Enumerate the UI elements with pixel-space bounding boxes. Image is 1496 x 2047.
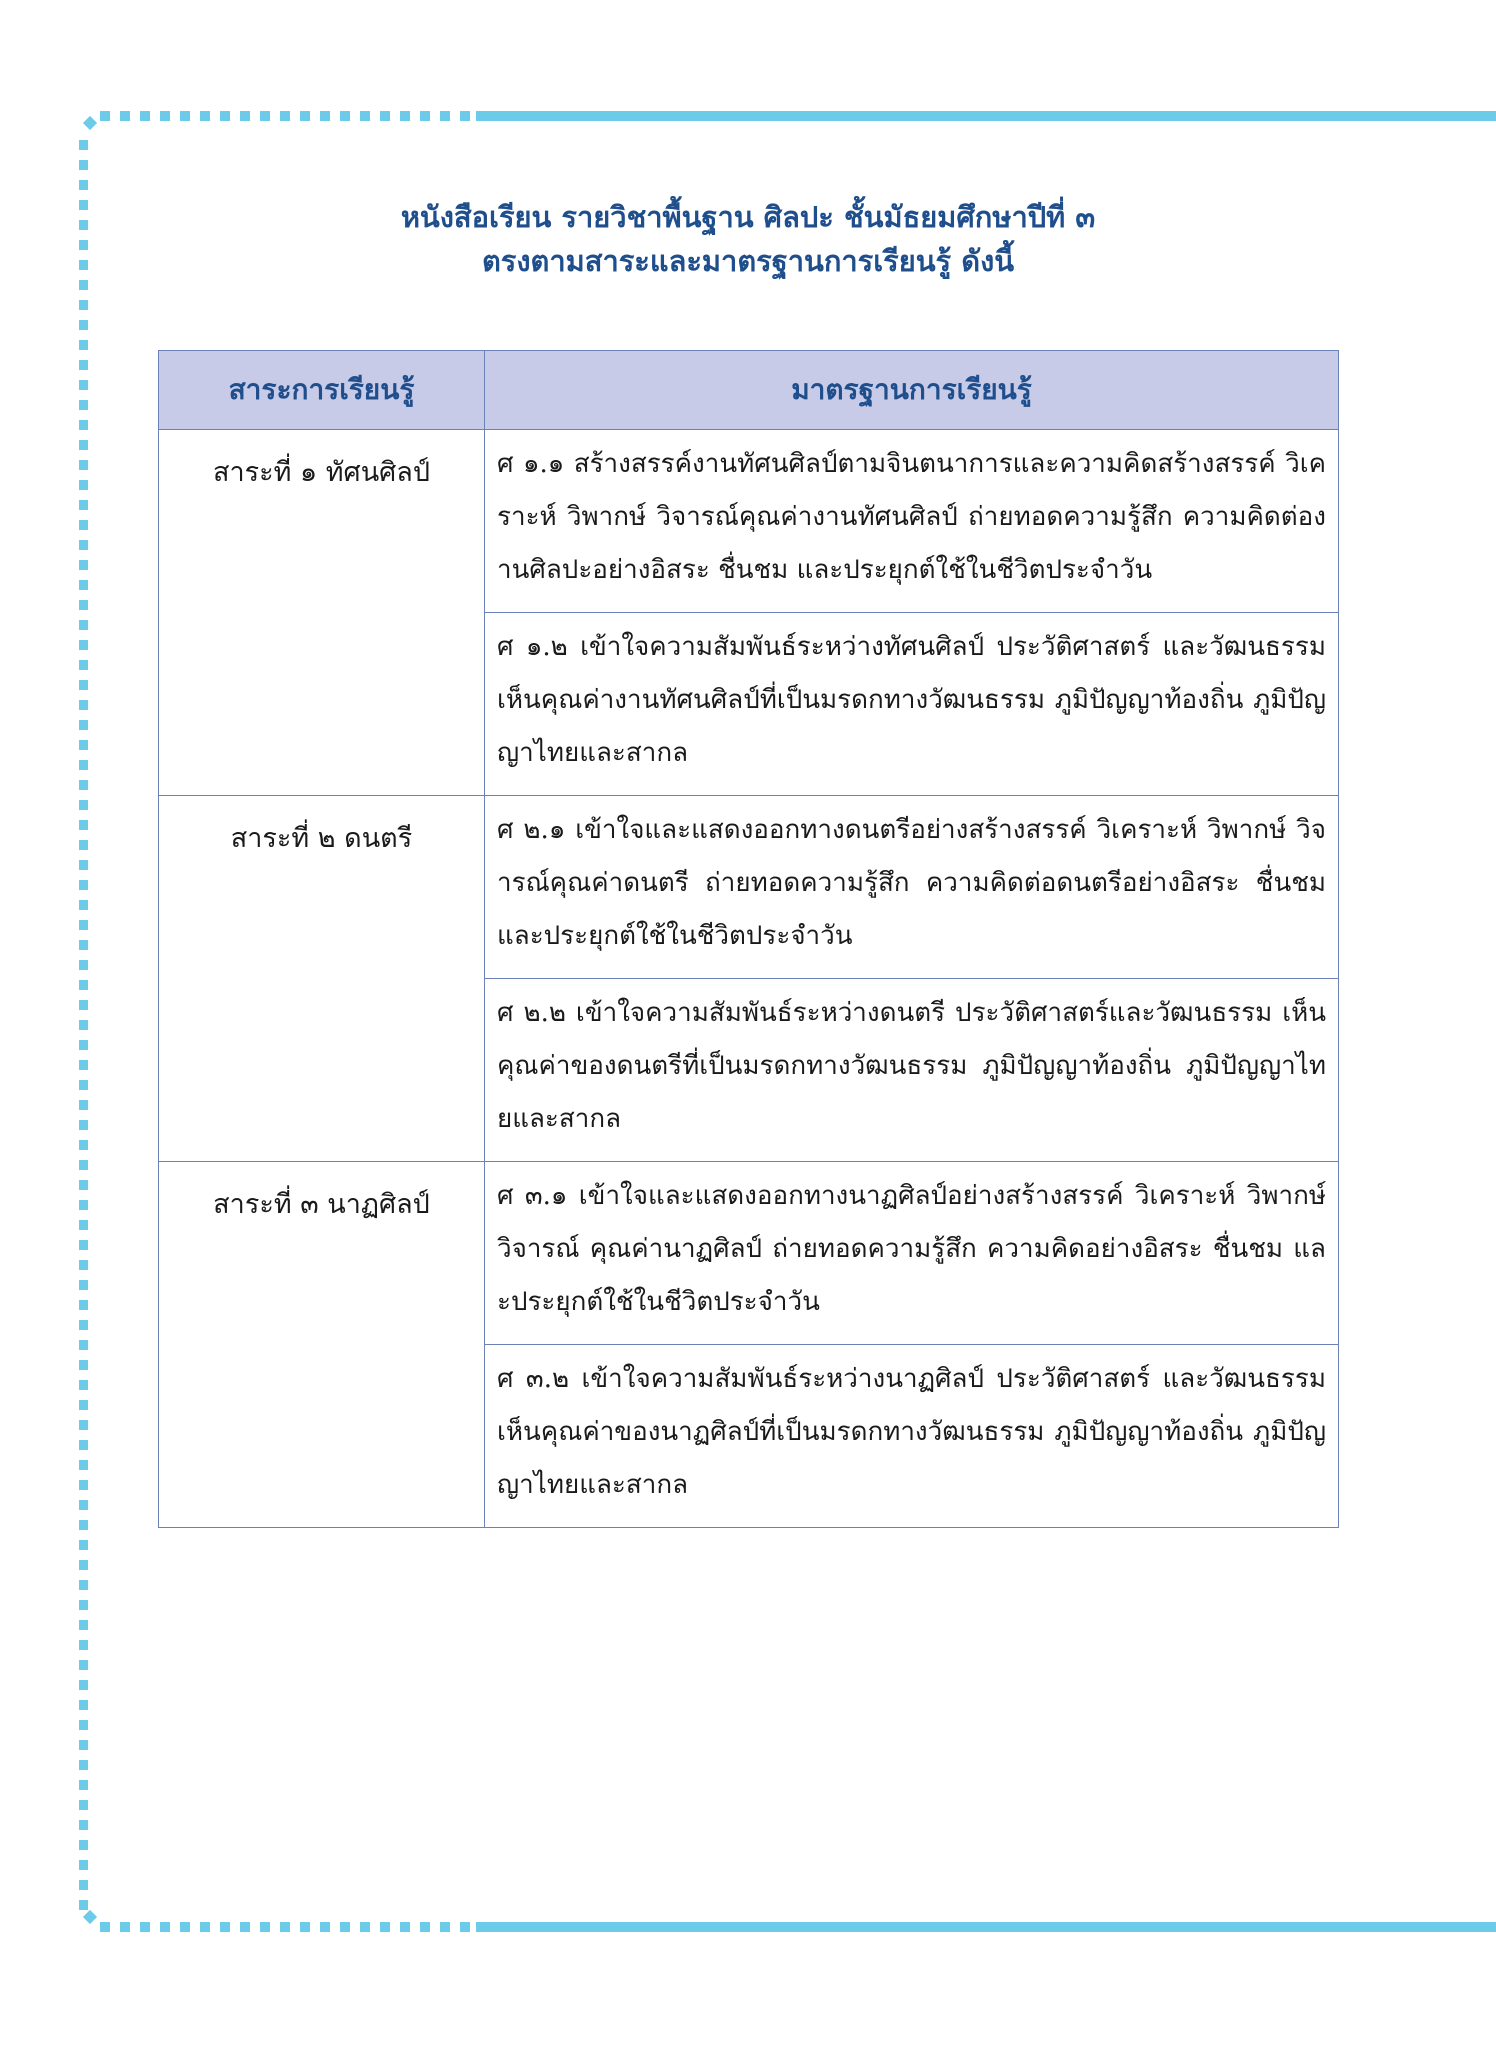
- strand-visual-arts: สาระที่ ๑ ทัศนศิลป์: [159, 430, 485, 796]
- heading-line-1: หนังสือเรียน รายวิชาพื้นฐาน ศิลปะ ชั้นมัธยมศึกษาปีที่ ๓: [400, 200, 1096, 234]
- table-row: [159, 430, 1339, 613]
- frame-left-dotted-border: [79, 140, 88, 1910]
- standard-2-1: ศ ๒.๑ เข้าใจและแสดงออกทางดนตรีอย่างสร้างสรรค์ วิเคราะห์ วิพากษ์ วิจารณ์คุณค่าดนตรี ถ่ายทอดความรู้สึก ความคิดต่อดนตรีอย่างอิสระ ชื่นชม และประยุกต์ใช้ในชีวิตประจำวัน: [485, 796, 1339, 979]
- header-strand: สาระการเรียนรู้: [159, 351, 485, 430]
- strand-dramatic-arts: สาระที่ ๓ นาฏศิลป์: [159, 1162, 485, 1528]
- standard-3-2: ศ ๓.๒ เข้าใจความสัมพันธ์ระหว่างนาฏศิลป์ ประวัติศาสตร์ และวัฒนธรรม เห็นคุณค่าของนาฏศิลป์ที่เป็นมรดกทางวัฒนธรรม ภูมิปัญญาท้องถิ่น ภูมิปัญญาไทยและสากล: [485, 1345, 1339, 1528]
- header-standard: มาตรฐานการเรียนรู้: [485, 351, 1339, 430]
- frame-corner-diamond: [83, 116, 97, 130]
- strand-music: สาระที่ ๒ ดนตรี: [159, 796, 485, 1162]
- frame-corner-diamond: [83, 1910, 97, 1924]
- heading-line-2: ตรงตามสาระและมาตรฐานการเรียนรู้ ดังนี้: [481, 244, 1015, 278]
- frame-bottom-solid-border: [476, 1922, 1496, 1932]
- table-row: [159, 796, 1339, 979]
- table-row: [159, 1162, 1339, 1345]
- table-header-row: [159, 351, 1339, 430]
- frame-top-solid-border: [476, 111, 1496, 121]
- page-heading: [160, 195, 1336, 283]
- standards-table: [158, 350, 1339, 1528]
- standard-3-1: ศ ๓.๑ เข้าใจและแสดงออกทางนาฏศิลป์อย่างสร้างสรรค์ วิเคราะห์ วิพากษ์ วิจารณ์ คุณค่านาฏศิลป์ ถ่ายทอดความรู้สึก ความคิดอย่างอิสระ ชื่นชม และประยุกต์ใช้ในชีวิตประจำวัน: [485, 1162, 1339, 1345]
- frame-top-dotted-border: [100, 111, 470, 121]
- standard-1-2: ศ ๑.๒ เข้าใจความสัมพันธ์ระหว่างทัศนศิลป์ ประวัติศาสตร์ และวัฒนธรรม เห็นคุณค่างานทัศนศิลป์ที่เป็นมรดกทางวัฒนธรรม ภูมิปัญญาท้องถิ่น ภูมิปัญญาไทยและสากล: [485, 613, 1339, 796]
- standard-1-1: ศ ๑.๑ สร้างสรรค์งานทัศนศิลป์ตามจินตนาการและความคิดสร้างสรรค์ วิเคราะห์ วิพากษ์ วิจารณ์คุณค่างานทัศนศิลป์ ถ่ายทอดความรู้สึก ความคิดต่องานศิลปะอย่างอิสระ ชื่นชม และประยุกต์ใช้ในชีวิตประจำวัน: [485, 430, 1339, 613]
- standard-2-2: ศ ๒.๒ เข้าใจความสัมพันธ์ระหว่างดนตรี ประวัติศาสตร์และวัฒนธรรม เห็นคุณค่าของดนตรีที่เป็นมรดกทางวัฒนธรรม ภูมิปัญญาท้องถิ่น ภูมิปัญญาไทยและสากล: [485, 979, 1339, 1162]
- frame-bottom-dotted-border: [100, 1922, 470, 1932]
